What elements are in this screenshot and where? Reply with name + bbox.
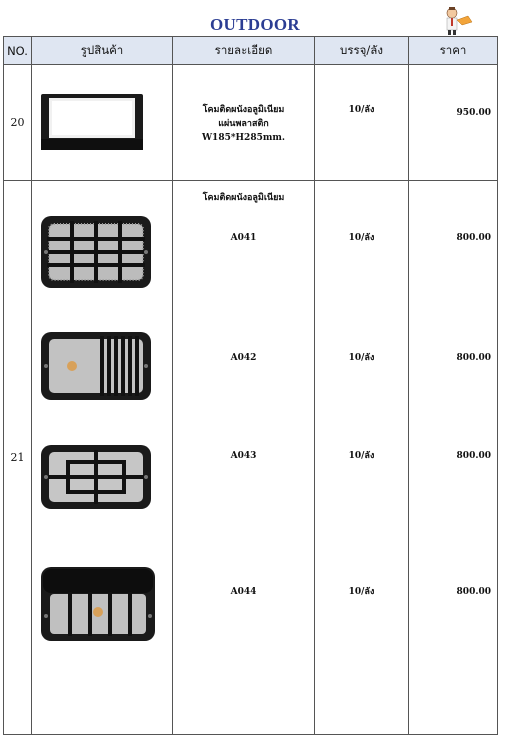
col-header-no: NO. <box>4 37 32 65</box>
price-value: 800.00 <box>456 451 491 461</box>
col-header-detail: รายละเอียด <box>173 37 315 65</box>
product-image-cell <box>32 181 173 735</box>
detail-cell <box>173 65 315 181</box>
price-value: 800.00 <box>456 353 491 363</box>
col-header-price: ราคา <box>409 37 498 65</box>
model-code: A041 <box>230 233 257 243</box>
product-image-cell <box>32 65 173 181</box>
pack-cell <box>315 65 409 181</box>
pack-value: 10/ลัง <box>348 105 375 115</box>
mascot-logo-icon <box>440 6 474 36</box>
detail-line: W185*H285mm. <box>201 133 286 143</box>
ceiling-panel-lamp-image <box>40 93 144 151</box>
pack-value: 10/ลัง <box>348 451 375 461</box>
ribbed-bulkhead-lamp-image <box>40 331 152 401</box>
table-header-row <box>4 37 498 65</box>
product-table <box>3 36 498 735</box>
price-value: 950.00 <box>456 108 491 118</box>
price-cell <box>409 181 498 735</box>
model-code: A044 <box>230 587 257 597</box>
pack-cell <box>315 181 409 735</box>
frame-grille-bulkhead-lamp-image <box>40 444 152 510</box>
model-code: A043 <box>230 451 257 461</box>
price-value: 800.00 <box>456 587 491 597</box>
table-row <box>4 65 498 181</box>
hooded-bulkhead-lamp-image <box>40 566 156 642</box>
pack-value: 10/ลัง <box>348 233 375 243</box>
pack-value: 10/ลัง <box>348 587 375 597</box>
grille-bulkhead-lamp-image <box>40 215 152 289</box>
detail-line: โคมติดผนังอลูมิเนียม <box>202 105 285 115</box>
row-number: 20 <box>4 65 32 181</box>
page-title: OUTDOOR <box>210 15 300 34</box>
model-code: A042 <box>230 353 257 363</box>
pack-value: 10/ลัง <box>348 353 375 363</box>
price-value: 800.00 <box>456 233 491 243</box>
price-cell <box>409 65 498 181</box>
detail-line: แผ่นพลาสติก <box>218 119 269 129</box>
row-number: 21 <box>4 181 32 735</box>
col-header-image: รูปสินค้า <box>32 37 173 65</box>
col-header-pack: บรรจุ/ลัง <box>315 37 409 65</box>
detail-cell <box>173 181 315 735</box>
table-row <box>4 181 498 735</box>
detail-title: โคมติดผนังอลูมิเนียม <box>202 193 285 203</box>
